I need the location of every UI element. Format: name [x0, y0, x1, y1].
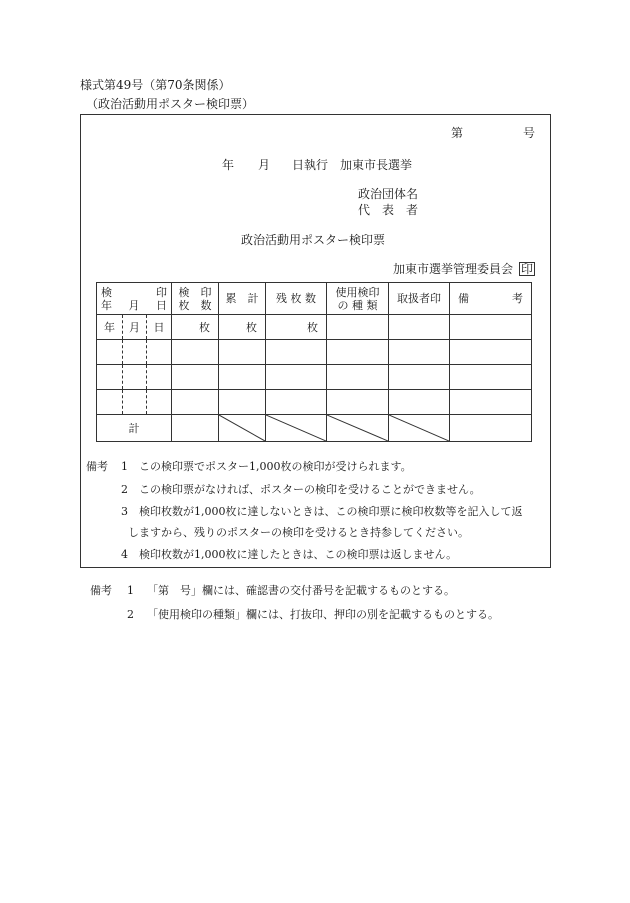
form-number: 様式第49号（第70条関係）: [80, 78, 231, 92]
seal-mark: 印: [521, 262, 534, 276]
note-outer-2: 「使用検印の種類」欄には、打抜印、押印の別を記載するものとする。: [147, 608, 499, 621]
table-header-row: [97, 283, 532, 315]
unit-year: 年: [97, 315, 123, 340]
unit-count: 枚: [172, 315, 219, 340]
note-inner-3-num: 3: [121, 505, 128, 518]
header-cumulative: 累 計: [219, 283, 266, 315]
header-handler: 取扱者印: [389, 283, 450, 315]
form-title: （政治活動用ポスター検印票）: [86, 97, 255, 111]
org-rep-label: 代 表 者: [358, 203, 419, 217]
diagonal-cell: [219, 415, 266, 442]
notes-outer-label: 備考: [90, 584, 112, 597]
serial-dai: 第: [451, 126, 464, 140]
org-name-label: 政治団体名: [358, 187, 419, 201]
doc-title: 政治活動用ポスター検印票: [241, 233, 386, 247]
election-month: 月: [258, 158, 271, 172]
unit-month: 月: [123, 315, 147, 340]
note-outer-1: 「第 号」欄には、確認書の交付番号を記載するものとする。: [147, 584, 455, 597]
election-day: 日執行: [292, 158, 329, 172]
note-outer-2-num: 2: [127, 608, 134, 621]
diagonal-cell: [266, 415, 327, 442]
note-inner-4: 検印枚数が1,000枚に達したときは、この検印票は返しません。: [139, 548, 458, 561]
header-inin-date: 検 印 年 月 日: [97, 283, 172, 315]
inspection-table: [96, 282, 532, 442]
notes-inner-label: 備考: [86, 460, 108, 473]
committee: [393, 262, 535, 276]
header-type: 使用検印 の 種 類: [327, 283, 389, 315]
note-inner-3-cont: しますから、残りのポスターの検印を受けるとき持参してください。: [128, 526, 469, 539]
note-inner-2-num: 2: [121, 483, 128, 496]
diagonal-cell: [389, 415, 450, 442]
election-year: 年: [222, 158, 235, 172]
table-row: [97, 340, 532, 365]
diagonal-cell: [327, 415, 389, 442]
total-label: 計: [97, 415, 172, 442]
header-remaining: 残 枚 数: [266, 283, 327, 315]
note-inner-1: この検印票でポスター1,000枚の検印が受けられます。: [139, 460, 412, 473]
unit-remaining: 枚: [266, 315, 327, 340]
serial-go: 号: [523, 126, 536, 140]
table-total-row: [97, 415, 532, 442]
note-inner-1-num: 1: [121, 460, 128, 473]
table-row: [97, 365, 532, 390]
table-row: [97, 315, 532, 340]
note-outer-1-num: 1: [127, 584, 134, 597]
note-inner-3: 検印枚数が1,000枚に達しないときは、この検印票に検印枚数等を記入して返: [139, 505, 523, 518]
unit-day: 日: [147, 315, 172, 340]
committee-name: 加東市選挙管理委員会: [393, 262, 514, 276]
header-remarks: 備 考: [450, 283, 532, 315]
unit-cumulative: 枚: [219, 315, 266, 340]
header-count: 検 印 枚 数: [172, 283, 219, 315]
note-inner-2: この検印票がなければ、ポスターの検印を受けることができません。: [139, 483, 481, 496]
note-inner-4-num: 4: [121, 548, 128, 561]
table-row: [97, 390, 532, 415]
election-name: 加東市長選挙: [340, 158, 413, 172]
